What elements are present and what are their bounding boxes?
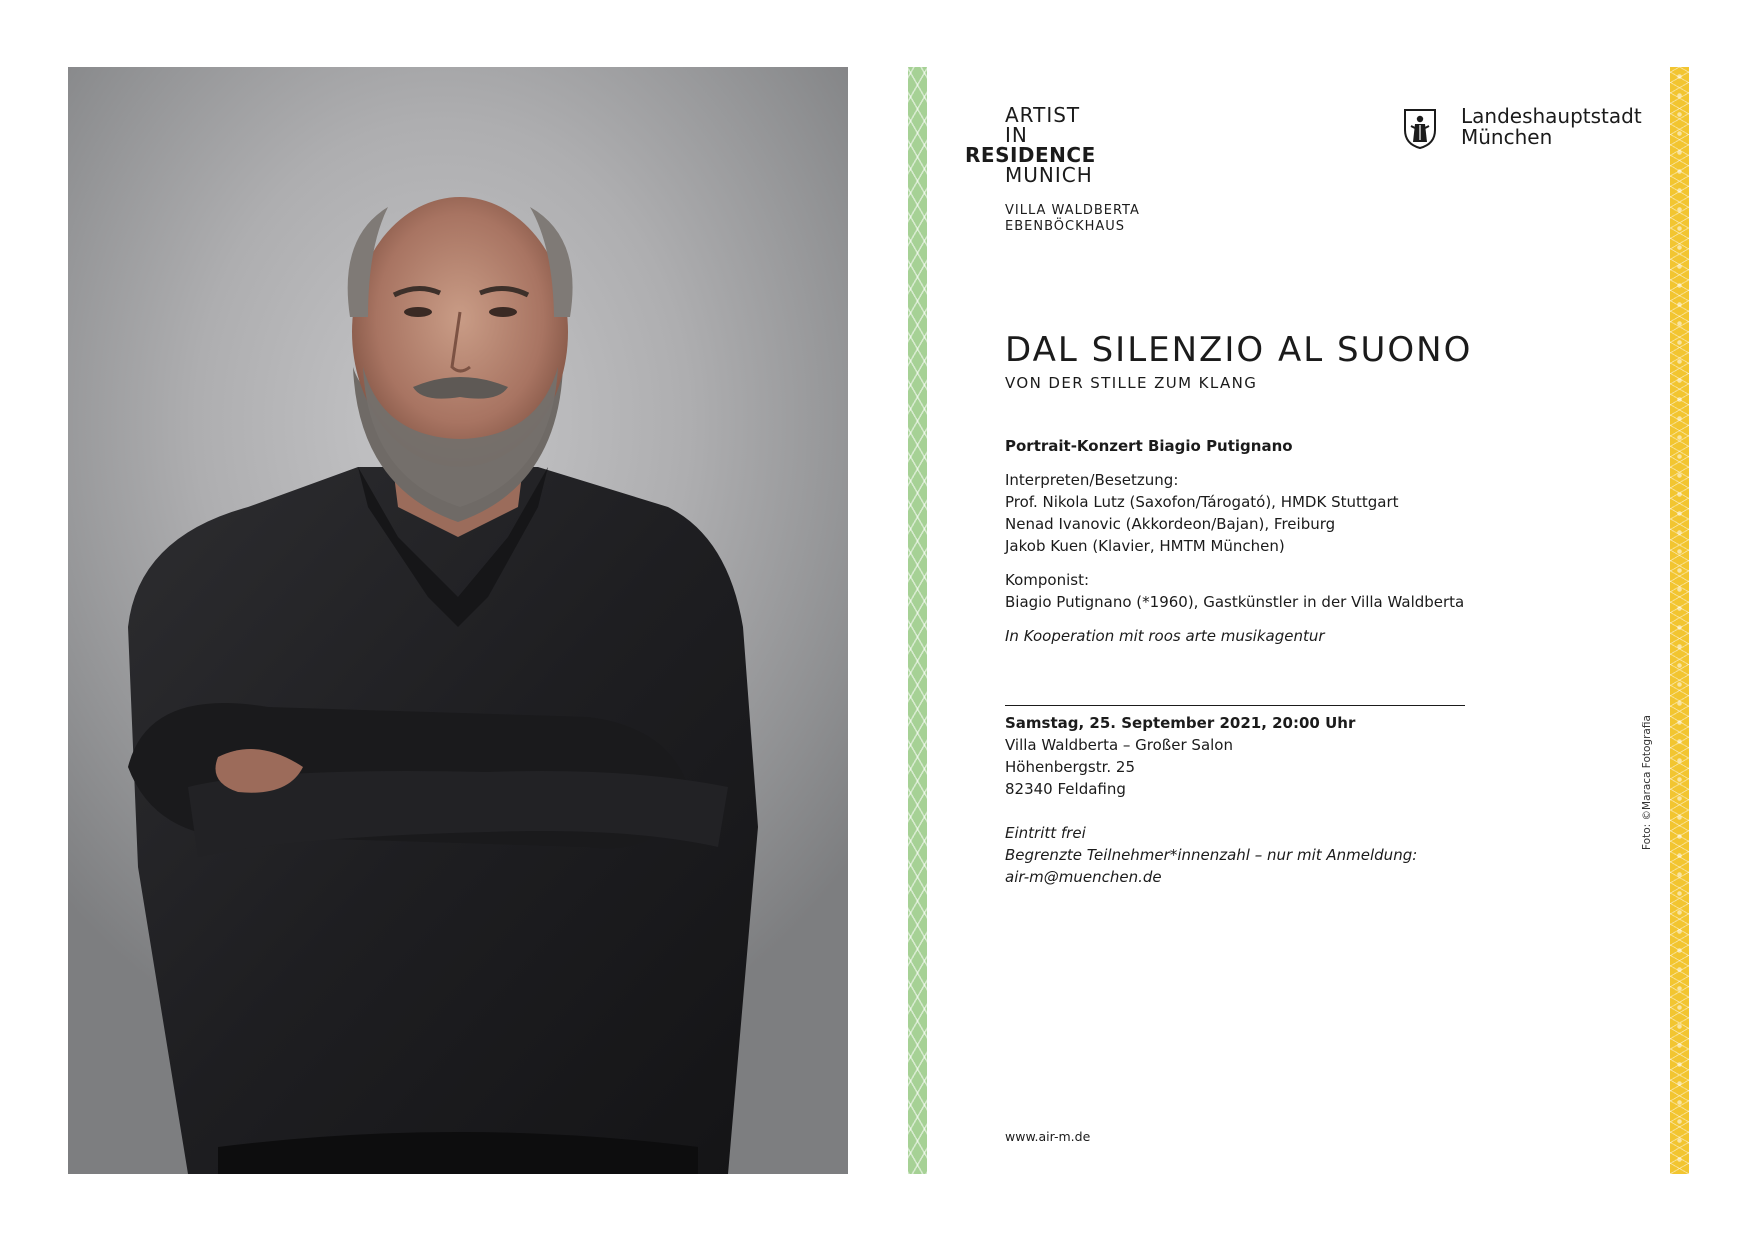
logo-line-artist: ARTIST — [1005, 103, 1081, 127]
performer-item: Nenad Ivanovic (Akkordeon/Bajan), Freiburg — [1005, 515, 1336, 533]
admission-notes — [1005, 822, 1475, 888]
composer-block — [1005, 569, 1475, 613]
city-name-line2: München — [1461, 125, 1553, 149]
city-name-line1: Landeshauptstadt — [1461, 104, 1642, 128]
portrait-photo — [68, 67, 848, 1174]
green-decorative-strip — [908, 67, 927, 1174]
event-subtitle: VON DER STILLE ZUM KLANG — [1005, 374, 1258, 392]
admission-free: Eintritt frei — [1005, 824, 1086, 842]
event-title: DAL SILENZIO AL SUONO — [1005, 330, 1473, 370]
performer-item: Prof. Nikola Lutz (Saxofon/Tárogató), HMDK Stuttgart — [1005, 493, 1399, 511]
location-line: 82340 Feldafing — [1005, 780, 1126, 798]
composer-name: Biagio Putignano (*1960), Gastkünstler in der Villa Waldberta — [1005, 593, 1465, 611]
registration-email[interactable]: air-m@muenchen.de — [1005, 868, 1162, 886]
logo-line-residence: RESIDENCE — [965, 143, 1096, 167]
logo-line-munich: MUNICH — [1005, 163, 1093, 187]
performers-label: Interpreten/Besetzung: — [1005, 471, 1179, 489]
performers-block — [1005, 469, 1475, 557]
venue-names — [1005, 203, 1140, 235]
event-date: Samstag, 25. September 2021, 20:00 Uhr — [1005, 714, 1356, 732]
venue-ebenboeckhaus: EBENBÖCKHAUS — [1005, 219, 1126, 234]
venue-villa-waldberta: VILLA WALDBERTA — [1005, 203, 1140, 218]
yellow-decorative-strip — [1670, 67, 1689, 1174]
performer-item: Jakob Kuen (Klavier, HMTM München) — [1005, 537, 1285, 555]
composer-label: Komponist: — [1005, 571, 1090, 589]
concert-name: Portrait-Konzert Biagio Putignano — [1005, 437, 1293, 455]
air-munich-logo — [965, 105, 1096, 185]
website-link[interactable]: www.air-m.de — [1005, 1129, 1091, 1144]
photo-credit: Foto: ©Maraca Fotografia — [1641, 715, 1653, 850]
location-line: Höhenbergstr. 25 — [1005, 758, 1135, 776]
city-logo — [1403, 106, 1642, 150]
cooperation-note: In Kooperation mit roos arte musikagentur — [1005, 627, 1325, 645]
location-line: Villa Waldberta – Großer Salon — [1005, 736, 1233, 754]
registration-note: Begrenzte Teilnehmer*innenzahl – nur mit Anmeldung: — [1005, 846, 1418, 864]
logo-line-in: IN — [1005, 123, 1028, 147]
portrait-figure — [68, 67, 848, 1174]
munich-emblem-icon — [1403, 108, 1437, 150]
event-details — [1005, 330, 1475, 888]
divider-line — [1005, 705, 1465, 706]
